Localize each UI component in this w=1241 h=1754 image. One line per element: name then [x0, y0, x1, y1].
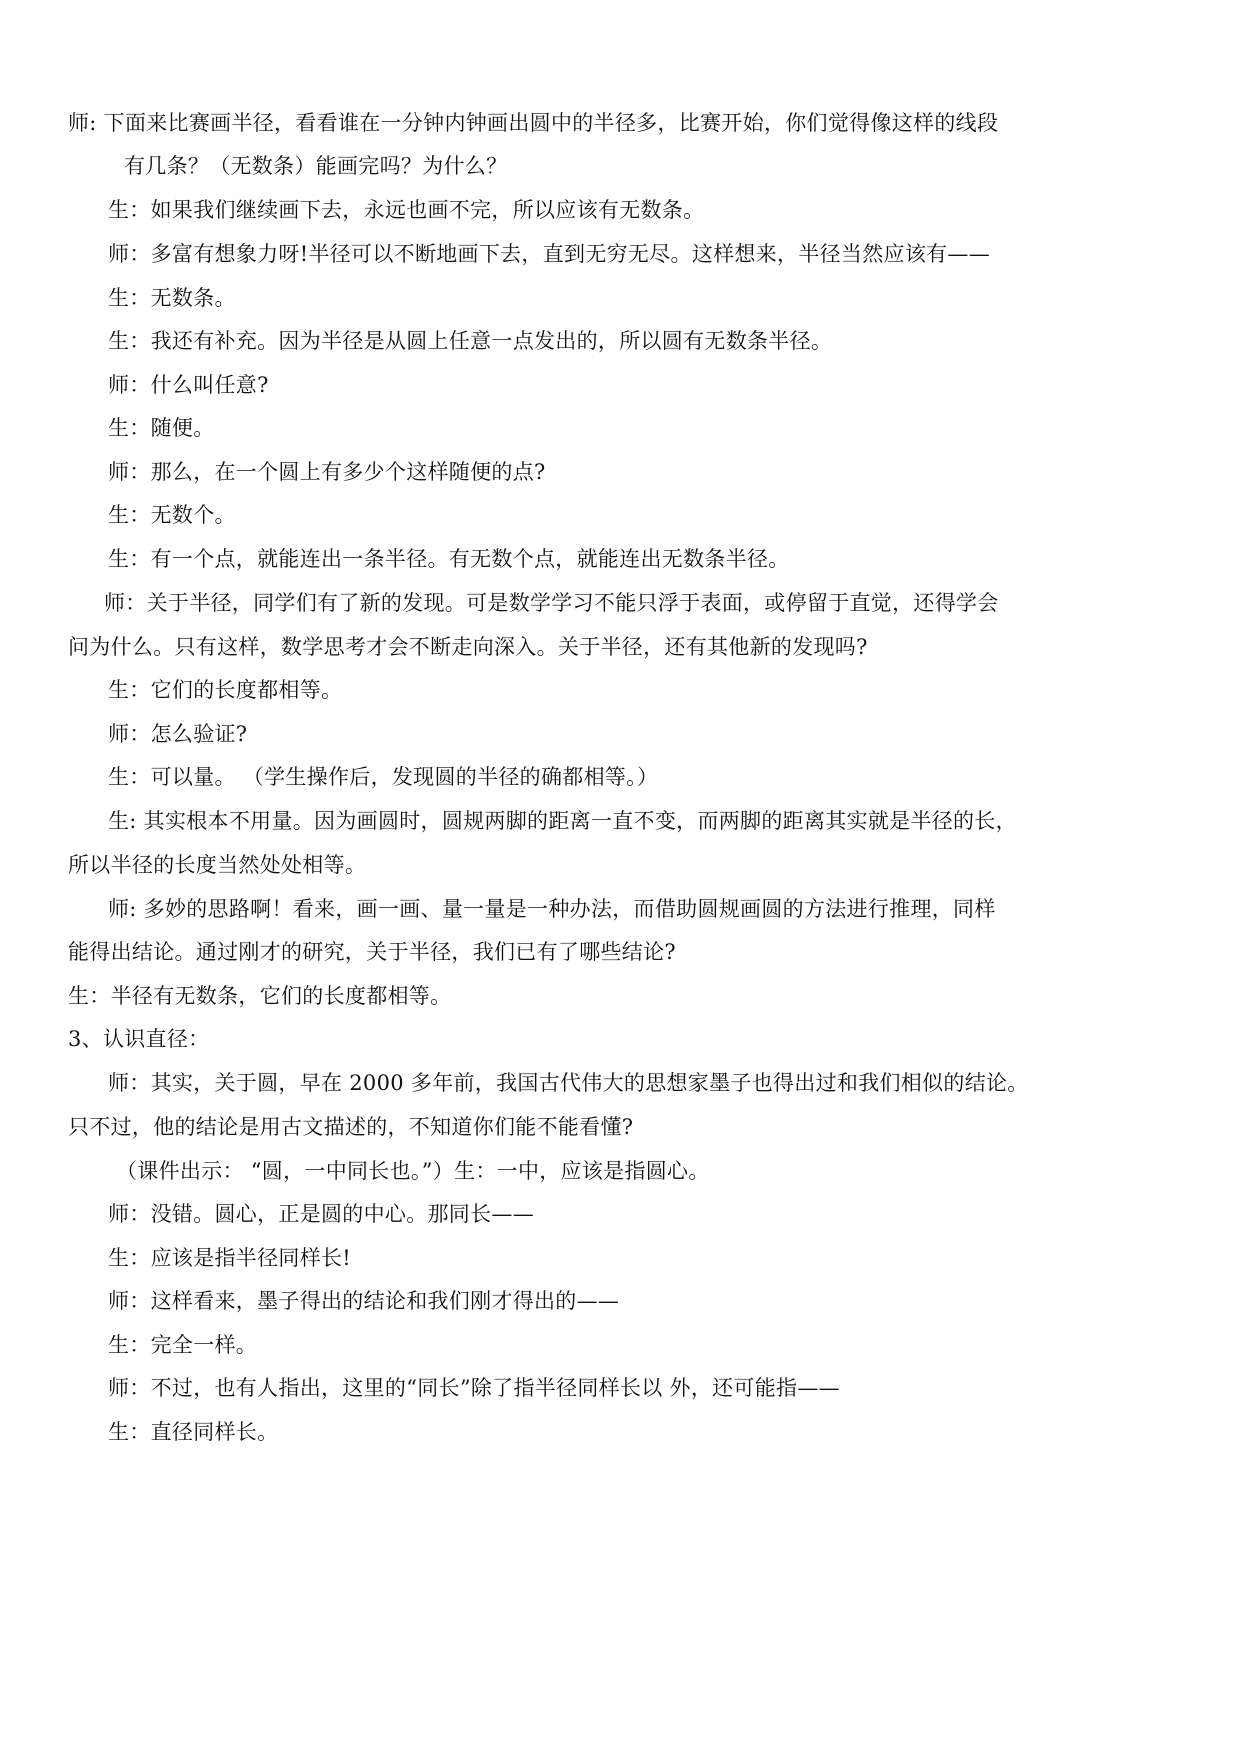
- text-line: 问为什么。只有这样，数学思考才会不断走向深入。关于半径，还有其他新的发现吗?: [68, 635, 868, 659]
- text-line: 师：什么叫任意?: [108, 373, 269, 397]
- text-line: 生：随便。: [108, 416, 215, 440]
- text-line: 师：关于半径，同学们有了新的发现。可是数学学习不能只浮于表面，或停留于直觉，还得学会: [104, 591, 999, 615]
- text-line: 生：直径同样长。: [108, 1420, 279, 1444]
- text-line: 师：多富有想象力呀!半径可以不断地画下去，直到无穷无尽。这样想来，半径当然应该有——: [108, 242, 991, 266]
- text-line: 生: 其实根本不用量。因为画圆时，圆规两脚的距离一直不变，而两脚的距离其实就是半径的长，: [108, 809, 1017, 833]
- text-line: 生：完全一样。: [108, 1333, 258, 1357]
- text-line: 生：无数个。: [108, 503, 236, 527]
- text-line: 生：应该是指半径同样长!: [108, 1246, 352, 1270]
- text-line: 有几条？（无数条）能画完吗？为什么？: [124, 154, 508, 178]
- text-line: 生：无数条。: [108, 286, 236, 310]
- text-line: 师：其实，关于圆，早在 2000 多年前，我国古代伟大的思想家墨子也得出过和我们相似的结论。: [108, 1071, 1029, 1095]
- text-line: 只不过，他的结论是用古文描述的，不知道你们能不能看懂?: [68, 1115, 634, 1139]
- text-line: 生：如果我们继续画下去，永远也画不完，所以应该有无数条。: [108, 198, 705, 222]
- text-line: 生：我还有补充。因为半径是从圆上任意一点发出的，所以圆有无数条半径。: [108, 329, 833, 353]
- text-line: 师：不过，也有人指出，这里的“同长”除了指半径同样长以 外，还可能指——: [108, 1376, 840, 1400]
- text-line: 师：没错。圆心，正是圆的中心。那同长——: [108, 1202, 534, 1226]
- text-line: 师：怎么验证?: [108, 722, 248, 746]
- text-line: （课件出示： “圆，一中同长也。”）生：一中，应该是指圆心。: [116, 1159, 710, 1183]
- text-line: 师：这样看来，墨子得出的结论和我们刚才得出的——: [108, 1289, 620, 1313]
- text-line: 所以半径的长度当然处处相等。: [68, 853, 367, 877]
- text-line: 能得出结论。通过刚才的研究，关于半径，我们已有了哪些结论?: [68, 940, 676, 964]
- text-line: 师: 多妙的思路啊！看来，画一画、量一量是一种办法，而借助圆规画圆的方法进行推理，同样: [108, 897, 996, 921]
- text-line: 师: 下面来比赛画半径，看看谁在一分钟内钟画出圆中的半径多，比赛开始，你们觉得像这样的线段: [68, 111, 999, 135]
- text-line: 生：半径有无数条，它们的长度都相等。: [68, 984, 452, 1008]
- text-line: 生：有一个点，就能连出一条半径。有无数个点，就能连出无数条半径。: [108, 547, 790, 571]
- text-line: 师：那么，在一个圆上有多少个这样随便的点?: [108, 460, 546, 484]
- section-heading: 3、认识直径：: [68, 1027, 210, 1051]
- text-line: 生：它们的长度都相等。: [108, 678, 343, 702]
- text-line: 生：可以量。 （学生操作后，发现圆的半径的确都相等。）: [108, 765, 659, 789]
